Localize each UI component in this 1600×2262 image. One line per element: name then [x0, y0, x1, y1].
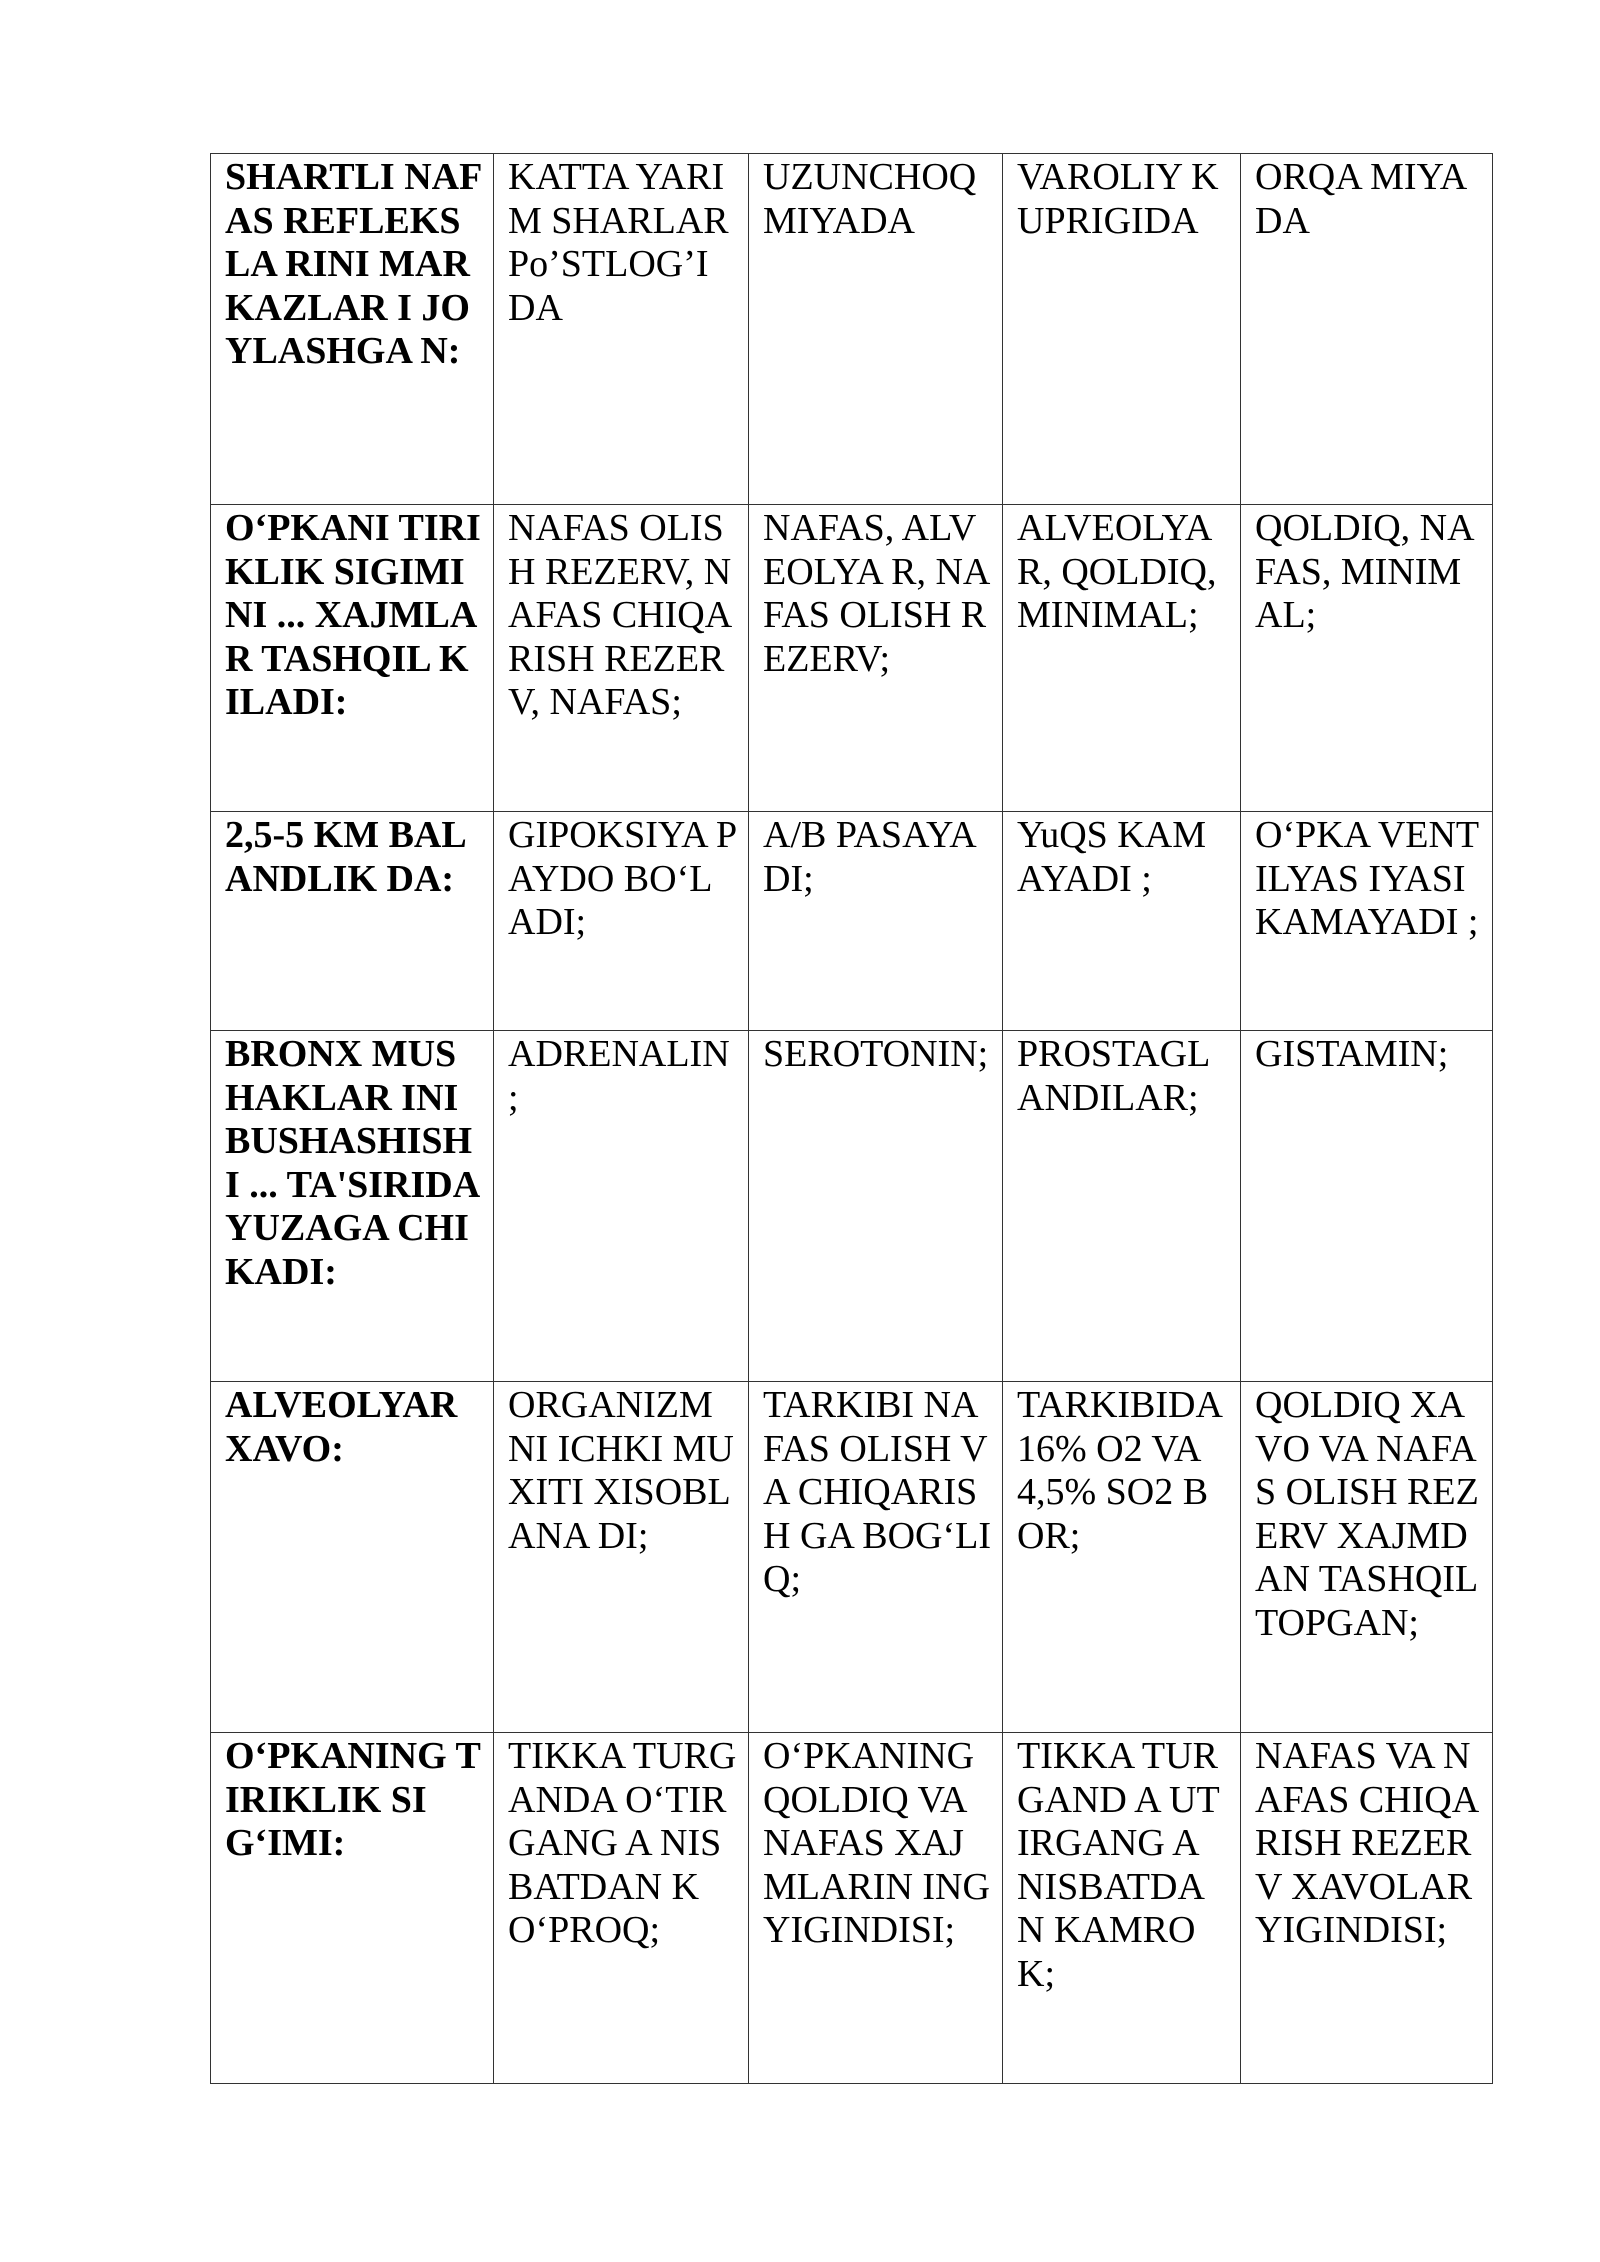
answer-option-cell: SEROTONIN;: [749, 1031, 1003, 1382]
answer-option-cell: YuQS KAMAYADI ;: [1003, 812, 1241, 1031]
answer-option-cell: O‘PKANING QOLDIQ VA NAFAS XAJMLARIN ING YIGINDISI;: [749, 1733, 1003, 2084]
answer-option-cell: ALVEOLYA R, QOLDIQ, MINIMAL;: [1003, 505, 1241, 812]
answer-option-cell: NAFAS, ALVEOLYA R, NAFAS OLISH REZERV;: [749, 505, 1003, 812]
answer-option-cell: TIKKA TURGAND A UTIRGANG A NISBATDA N KAMROK;: [1003, 1733, 1241, 2084]
answer-option-cell: PROSTAGL ANDILAR;: [1003, 1031, 1241, 1382]
table-row: [211, 505, 1493, 812]
answer-option-cell: QOLDIQ XAVO VA NAFAS OLISH REZERV XAJMDAN TASHQIL TOPGAN;: [1241, 1382, 1493, 1733]
answer-option-cell: TARKIBIDA 16% O2 VA 4,5% SO2 BOR;: [1003, 1382, 1241, 1733]
answer-option-cell: VAROLIY KUPRIGIDA: [1003, 154, 1241, 505]
answer-option-cell: TIKKA TURGANDA O‘TIRGANG A NISBATDAN KO‘PROQ;: [494, 1733, 749, 2084]
answer-option-cell: ORGANIZM NI ICHKI MUXITI XISOBLANA DI;: [494, 1382, 749, 1733]
question-cell: SHARTLI NAFAS REFLEKSLA RINI MARKAZLAR I JOYLASHGA N:: [211, 154, 494, 505]
answer-option-cell: NAFAS OLISH REZERV, NAFAS CHIQARISH REZERV, NAFAS;: [494, 505, 749, 812]
table-row: [211, 1382, 1493, 1733]
table-row: [211, 154, 1493, 505]
table-row: [211, 812, 1493, 1031]
answer-option-cell: KATTA YARIM SHARLAR Po’STLOG’I DA: [494, 154, 749, 505]
table-row: [211, 1031, 1493, 1382]
question-cell: O‘PKANI TIRIKLIK SIGIMINI ... XAJMLAR TASHQIL KILADI:: [211, 505, 494, 812]
question-cell: ALVEOLYAR XAVO:: [211, 1382, 494, 1733]
question-cell: O‘PKANING TIRIKLIK SIG‘IMI:: [211, 1733, 494, 2084]
answer-option-cell: GIPOKSIYA PAYDO BO‘LADI;: [494, 812, 749, 1031]
answer-option-cell: UZUNCHOQ MIYADA: [749, 154, 1003, 505]
answer-option-cell: ADRENALIN ;: [494, 1031, 749, 1382]
answer-option-cell: GISTAMIN;: [1241, 1031, 1493, 1382]
answer-option-cell: A/B PASAYADI;: [749, 812, 1003, 1031]
quiz-table: [210, 153, 1493, 2084]
table-row: [211, 1733, 1493, 2084]
answer-option-cell: QOLDIQ, NAFAS, MINIMAL;: [1241, 505, 1493, 812]
answer-option-cell: TARKIBI NAFAS OLISH VA CHIQARISH GA BOG‘LIQ;: [749, 1382, 1003, 1733]
question-cell: BRONX MUSHAKLAR INI BUSHASHISH I ... TA'SIRIDA YUZAGA CHIKADI:: [211, 1031, 494, 1382]
question-cell: 2,5-5 KM BALANDLIK DA:: [211, 812, 494, 1031]
answer-option-cell: O‘PKA VENTILYAS IYASI KAMAYADI ;: [1241, 812, 1493, 1031]
answer-option-cell: ORQA MIYADA: [1241, 154, 1493, 505]
answer-option-cell: NAFAS VA NAFAS CHIQARISH REZERV XAVOLAR YIGINDISI;: [1241, 1733, 1493, 2084]
